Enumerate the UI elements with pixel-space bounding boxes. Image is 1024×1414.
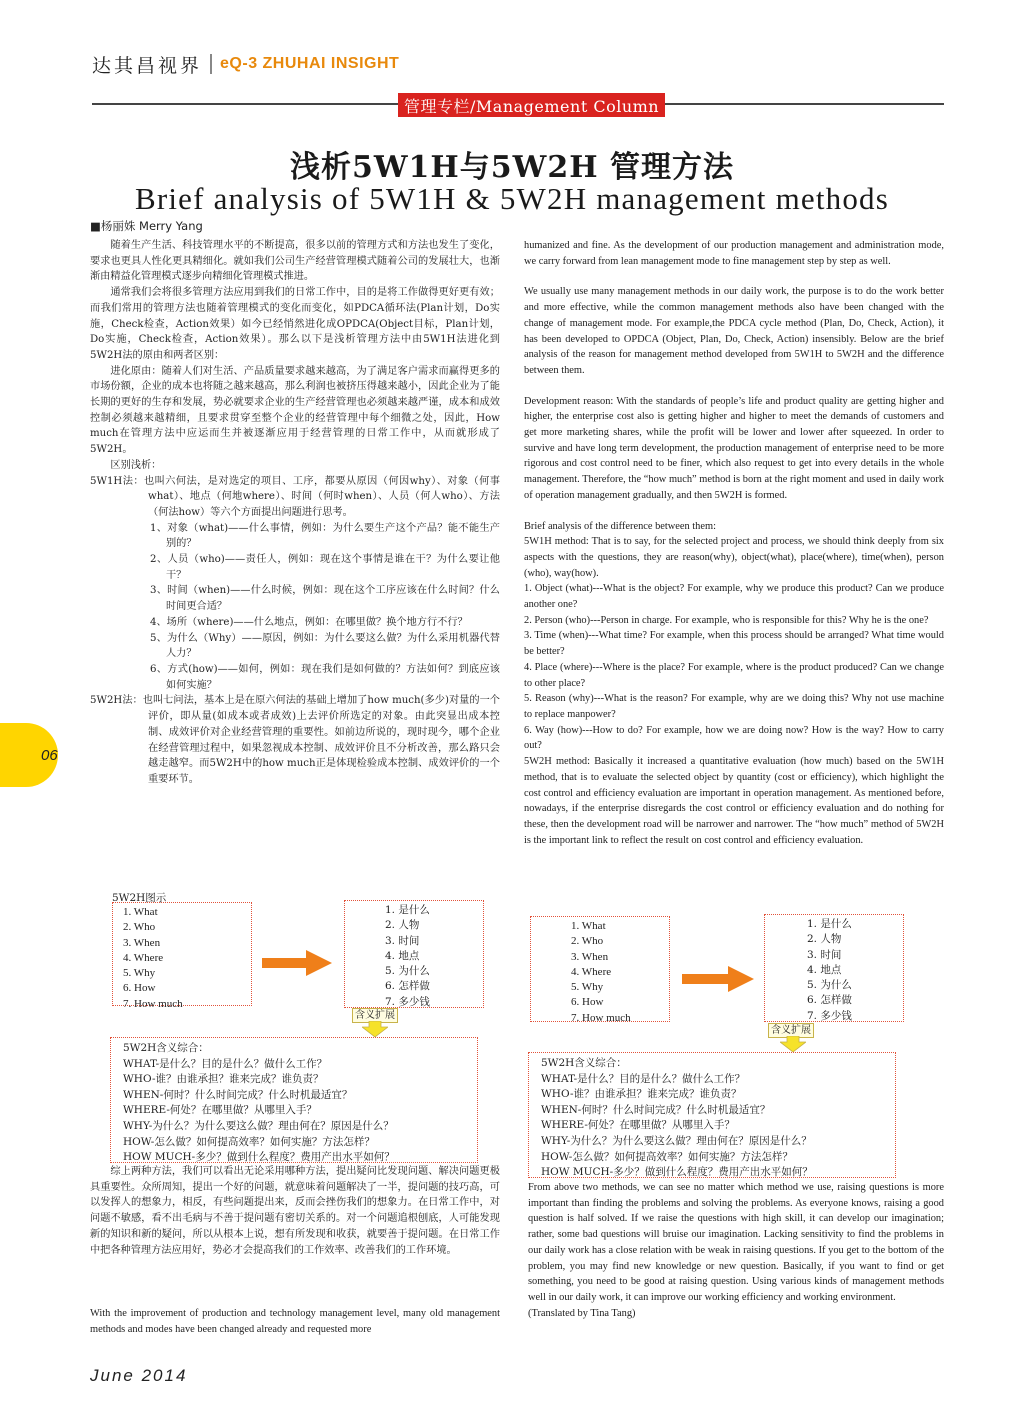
right-paragraph-5w2h: 5W2H method: Basically it increased a quantitative evaluation (how much) based on the 5W1H method, that is to evaluate the selected object by quantity (cost or efficiency), which highlight the cost control and efficiency evaluation are important in operation management. As mentioned before, nowadays, if the enterprise disregards the cost control or efficiency evaluation and do nothing for these, then the development road will be narrower and narrower. The “how much” method of 5W2H is the important link to reflect the result on cost control and efficiency evaluation. [524, 756, 944, 846]
right-column-top [524, 238, 944, 848]
right-list-item: 5. Reason (why)---What is the reason? For example, why are we doing this? Why not use machine to replace manpower? [524, 693, 944, 720]
left-list-item: 2、人员（who)——责任人，例如：现在这个事情是谁在干？为什么要让他干？ [150, 554, 500, 581]
left-list-item: 5、为什么（Why）——原因，例如：为什么要这么做？为什么采用机器代替人力？ [150, 632, 500, 660]
en-list-item: 2. Who [571, 935, 604, 948]
right-arrow-icon [682, 966, 754, 992]
summary-line: HOW MUCH-多少？做到什么程度？费用产出水平如何？ [123, 1151, 395, 1164]
masthead-en: eQ-3 ZHUHAI INSIGHT [220, 55, 400, 72]
column-tab [398, 93, 665, 117]
summary-line: WHY-为什么？为什么要这么做？理由何在？原因是什么？ [541, 1134, 812, 1147]
cn-list-item: 2. 人物 [807, 933, 842, 946]
left-paragraph-reason: 进化原由：随着人们对生活、产品质量要求越来越高，为了满足客户需求而赢得更多的市场份额，企业的成本也将随之越来越高，那么利润也被挤压得越来越小，因此企业为了能长期的更好的生存和发展，势必就要求企业的生产经营管理也必须越来越严谨，成本和成效控制必须越来越精细，且要求贯穿至整个企业的经营管理中每个细微之处，因此，How much在管理方法中应运而生并被逐渐应用于经营管理的日常工作中，从而就形成了5W2H。 [90, 365, 500, 456]
title-cn: 浅析5W1H与5W2H 管理方法 [289, 150, 734, 185]
right-paragraph-diff-heading: Brief analysis of the difference between them: [524, 520, 716, 532]
cn-list-item: 1. 是什么 [385, 904, 430, 916]
left-column-top [90, 238, 500, 788]
summary-line: WHY-为什么？为什么要这么做？理由何在？原因是什么？ [123, 1119, 394, 1132]
right-list-item: 6. Way (how)---How to do? For example, how we are doing now? How is the way? How to carry out? [524, 724, 944, 752]
left-list-item: 1、对象（what)——什么事情，例如：为什么要生产这个产品？能不能生产别的？ [150, 522, 500, 550]
right-paragraph-5w1h: 5W1H method: That is to say, for the selected project and process, we should think deeply from six aspects with the questions, they are reason(why), object(what), place(where), time(when), person (who), way(how). [524, 536, 944, 579]
left-paragraph-methods: 通常我们会将很多管理方法应用到我们的日常工作中，目的是将工作做得更好更有效；而我们常用的管理方法也随着管理模式的变化而变化，如PDCA循环法(Plan计划，Do实施，Check检查，Action效果）如今已经悄然进化成OPDCA(Object目标，Plan计划，Do实施，Check检查，Action效果）。那么以下是浅析管理方法中由5W1H法进化到5W2H法的原由和两者区别： [90, 287, 500, 361]
right-paragraph-methods: We usually use many management methods in our daily work, the purpose is to do the work better and more effective, while the common management methods also have been changed with the change of management mode. For example,the PDCA cycle method (Plan, Do, Check, Action), it has been developed to OPDCA (Object, Plan, Do, Check, Action) insensibly. Below are the brief analysis of the reason for management method developed from 5W1H to 5W2H and the difference between them. [524, 286, 944, 376]
summary-line: HOW-怎么做？如何提高效率？如何实施？方法怎样？ [541, 1150, 793, 1163]
cn-list-item: 5. 为什么 [385, 965, 430, 978]
en-list-item: 6. How [571, 996, 604, 1009]
en-list-item: 4. Where [571, 965, 612, 978]
summary-line: WHO-谁？由谁承担？谁来完成？谁负责？ [123, 1073, 324, 1086]
down-arrow-icon [362, 1021, 388, 1037]
cn-list-item: 3. 时间 [807, 948, 842, 961]
en-list-item: 1. What [571, 920, 606, 932]
en-list-item: 4. Where [123, 951, 164, 964]
en-list-item: 3. When [123, 936, 161, 949]
en-list-item: 7. How much [571, 1011, 631, 1024]
en-list-item: 1. What [123, 906, 158, 918]
page-number: 06 [41, 747, 58, 764]
left-paragraph-5w2h: 5W2H法：也叫七问法，基本上是在原六何法的基础上增加了how much(多少)对量的一个评价，即从量(如成本或者成效)上去评价所选定的对象。由此突显出成本控制、成效评价对企业经营管理的重要性。如前边所说的，现时现今，哪个企业在经营管理过程中，如果忽视成本控制、成效评价且不分析改善，那么路只会越走越窄。而5W2H中的how much正是体现检验成本控制、成效评价的一个重要环节。 [90, 695, 500, 785]
expand-tag: 含义扩展 [768, 1023, 814, 1038]
figure-cn-list-right [764, 914, 904, 1022]
cn-list-item: 3. 时间 [385, 934, 420, 947]
cn-list-item: 2. 人物 [385, 919, 420, 932]
left-paragraph-intro: 随着生产生活、科技管理水平的不断提高，很多以前的管理方式和方法也发生了变化，要求也更具人性化更具精细化。就如我们公司生产经营管理模式随着公司的发展壮大，也渐渐由精益化管理模式逐步向精细化管理模式推进。 [90, 240, 500, 283]
cn-list-item: 6. 怎样做 [385, 980, 430, 993]
en-list-item: 2. Who [123, 921, 156, 934]
summary-line: WHO-谁？由谁承担？谁来完成？谁负责？ [541, 1088, 742, 1101]
right-paragraph-conclusion: From above two methods, we can see no matter which method we use, raising questions is more important than finding the problems and solving the problems. As everyone knows, raising a good question is half solved. If we raise the questions with high skill, it can develop our imagination; rather, some bad questions will bruise our imagination. Lacking sensitivity to find the problems in our daily work has a close relation with be weak in raising questions. If you get to the bottom of the problem, you may find new knowledge or new question. Basically, if you want to find or get something, you need to be good at raising question. Using various kinds of management methods well in our daily work, it can improve our working efficiency and working environment. [528, 1182, 944, 1303]
cn-list-item: 5. 为什么 [807, 979, 852, 992]
column-tab-label: 管理专栏/Management Column [404, 96, 660, 116]
cn-list-item: 4. 地点 [807, 963, 842, 976]
en-list-item: 3. When [571, 950, 609, 963]
left-list-item: 4、场所（where)——什么地点，例如：在哪里做？换个地方行不行？ [150, 616, 468, 628]
en-list-item: 6. How [123, 982, 156, 995]
left-paragraph-conclusion: 综上两种方法，我们可以看出无论采用哪种方法，提出疑问比发现问题、解决问题更极具重要性。众所周知，提出一个好的问题，就意味着问题解决了一半，提问题的技巧高，可以发挥人的想象力，相反，有些问题提出来，反而会挫伤我们的想象力。在日常工作中，对问题不敏感，看不出毛病与不善于提问题有密切关系的。对一个问题追根刨底，人可能发现新的知识和新的疑问，所以从根本上说，想有所发现和收获，就要善于提问题。在日常工作中把各种管理方法应用好，势必才会提高我们的工作效率、改善我们的工作环境。 [90, 1166, 500, 1256]
cn-list-item: 7. 多少钱 [807, 1009, 852, 1022]
summary-title: 5W2H含义综合： [541, 1057, 627, 1069]
masthead [92, 50, 399, 78]
summary-line: WHERE-何处？在哪里做？从哪里入手？ [123, 1104, 317, 1117]
left-list-item: 6、方式(how)——如何，例如：现在我们是如何做的？方法如何？到底应该如何实施？ [150, 663, 500, 691]
en-list-item: 5. Why [571, 981, 604, 994]
figure-en-list-right [530, 916, 670, 1022]
right-list-item: 1. Object (what)---What is the object? For example, why we produce this product? Can we produce another one? [524, 583, 944, 611]
en-list-item: 7. How much [123, 997, 183, 1010]
right-list-item: 2. Person (who)---Person in charge. For example, who is responsible for this? Why he is the one? [524, 614, 929, 626]
left-paragraph-english-start: With the improvement of production and technology management level, many old management methods and modes have been changed already and requested more [90, 1308, 500, 1335]
right-paragraph-intro: humanized and fine. As the development of our production management and administration mode, we carry forward from lean management mode to fine management step by step as well. [524, 240, 944, 267]
summary-box-right [528, 1052, 896, 1178]
masthead-cn: 达其昌视界 [92, 54, 203, 77]
author-byline: ■杨丽姝 Merry Yang [90, 219, 203, 233]
cn-list-item: 1. 是什么 [807, 918, 852, 930]
title-en: Brief analysis of 5W1H & 5W2H management methods [134, 181, 890, 216]
summary-line: WHERE-何处？在哪里做？从哪里入手？ [541, 1119, 735, 1132]
summary-line: WHEN-何时？什么时间完成？什么时机最适宜？ [123, 1088, 353, 1101]
right-paragraph-reason: Development reason: With the standards of people’s life and product quality are getting higher and higher, the enterprise cost also is getting higher and higher to meet the demands of customers and get more marketing shares, while the profit will be lower and lower after squeezed. In order to survive and have long term development, the production management of enterprise need to be more rigorous and cost control need to be finer, which also request to get into every details in the whole management. Therefore, the “how much” method is born at the right moment and used in daily work of operation management gradually, and then 5W2H is formed. [524, 395, 944, 501]
masthead-divider [210, 54, 212, 74]
cn-list-item: 6. 怎样做 [807, 994, 852, 1007]
figure-cn-list-left [344, 900, 484, 1008]
right-list-item: 4. Place (where)---Where is the place? For example, where is the product produced? Can we change to other place? [524, 661, 944, 689]
left-paragraph-5w1h: 5W1H法：也叫六何法，是对选定的项目、工序，都要从原因（何因why）、对象（何事what）、地点（何地where）、时间（何时when）、人员（何人who）、方法（何法how）等六个方面提出问题进行思考。 [90, 475, 500, 518]
summary-line: HOW-怎么做？如何提高效率？如何实施？方法怎样？ [123, 1135, 375, 1148]
right-arrow-icon [262, 950, 332, 976]
summary-title: 5W2H含义综合： [123, 1042, 209, 1054]
issue-date: June 2014 [90, 1366, 188, 1385]
summary-line: WHEN-何时？什么时间完成？什么时机最适宜？ [541, 1103, 771, 1116]
left-list-item: 3、时间（when)——什么时候，例如：现在这个工序应该在什么时间？什么时间更合适？ [150, 585, 500, 613]
summary-line: HOW MUCH-多少？做到什么程度？费用产出水平如何？ [541, 1166, 813, 1179]
summary-box-left [110, 1037, 478, 1163]
left-column-bottom [90, 1164, 500, 1258]
left-paragraph-diff-heading: 区别浅析： [110, 459, 162, 471]
right-list-item: 3. Time (when)---What time? For example, when this process should be arranged? What time would be better? [524, 630, 944, 658]
cn-list-item: 7. 多少钱 [385, 995, 430, 1008]
down-arrow-icon [780, 1036, 806, 1052]
right-column-bottom [528, 1180, 944, 1321]
left-column-english [90, 1306, 500, 1337]
figure-en-list-left [112, 902, 252, 1010]
translator-credit: (Translated by Tina Tang) [528, 1307, 636, 1319]
en-list-item: 5. Why [123, 967, 156, 980]
figure-label: 5W2H图示 [112, 892, 167, 904]
summary-line: WHAT-是什么？目的是什么？做什么工作？ [123, 1057, 328, 1070]
cn-list-item: 4. 地点 [385, 949, 420, 962]
summary-line: WHAT-是什么？目的是什么？做什么工作？ [541, 1072, 746, 1085]
expand-tag: 含义扩展 [352, 1008, 398, 1023]
